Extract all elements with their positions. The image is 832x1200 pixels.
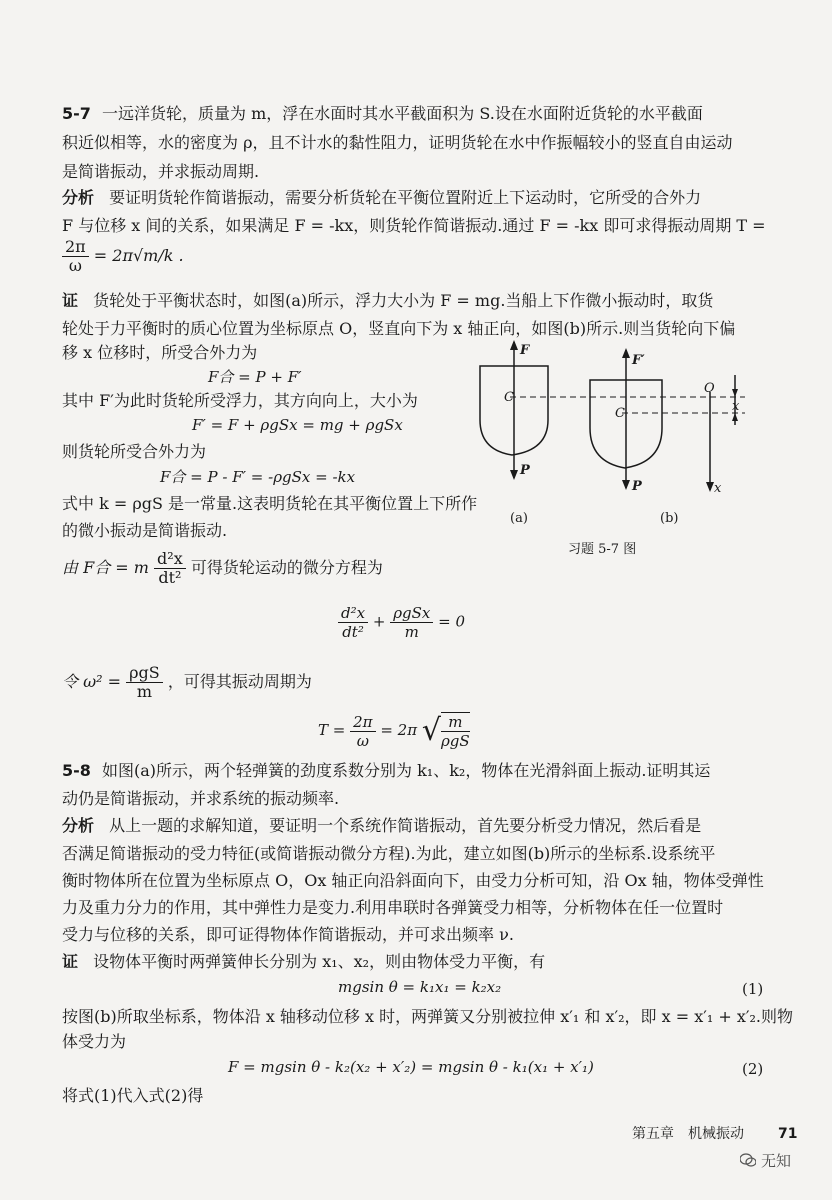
equation-1-number: (1) xyxy=(742,980,764,998)
second-derivative-fraction: $\frac{\text{d²x}}{\text{dt²}}$ xyxy=(154,550,186,587)
analysis-text: 从上一题的求解知道，要证明一个系统作简谐振动，首先要分析受力情况，然后看是 xyxy=(109,816,702,835)
problem-text: 如图(a)所示，两个轻弹簧的劲度系数分别为 k₁、k₂，物体在光滑斜面上振动.证明其运 xyxy=(102,761,711,780)
label-P-a: P xyxy=(520,463,530,478)
problem-5-8-line-1 xyxy=(62,760,710,782)
period-formula: = 2π√m/k . xyxy=(93,246,184,265)
analysis-label: 分析 xyxy=(62,188,95,207)
analysis-text: 要证明货轮作简谐振动，需要分析货轮在平衡位置附近上下运动时，它所受的合外力 xyxy=(109,188,702,207)
proof-5-7-line-7: 的微小振动是简谐振动. xyxy=(62,521,228,540)
equation-2-number: (2) xyxy=(742,1060,764,1078)
analysis-5-7-line-1 xyxy=(62,187,701,209)
label-x-axis: x xyxy=(714,481,722,496)
analysis-5-8-line-5: 受力与位移的关系，即可证得物体作简谐振动，并可求出频率 ν. xyxy=(62,925,514,944)
equation-buoyancy: F′ = F + ρgSx = mg + ρgSx xyxy=(192,416,403,434)
proof-5-7-line-3: 移 x 位移时，所受合外力为 xyxy=(62,343,258,362)
problem-5-7-line-1 xyxy=(62,103,703,125)
period-fraction: $\frac{2\pi}{\omega}$ xyxy=(62,238,89,275)
figure-caption: 习题 5-7 图 xyxy=(568,542,637,557)
analysis-5-7-line-2: F 与位移 x 间的关系，如果满足 F = -kx，则货轮作简谐振动.通过 F = -kx 即可求得振动周期 T = xyxy=(62,216,766,235)
equation-net-force: F合 = P + F′ xyxy=(208,368,302,386)
label-C-b: C xyxy=(615,406,625,421)
proof-text: 设物体平衡时两弹簧伸长分别为 x₁、x₂，则由物体受力平衡，有 xyxy=(93,952,546,971)
watermark-text: 无知 xyxy=(761,1152,792,1170)
label-x-displacement: x xyxy=(732,399,740,414)
proof-5-8-line-3: 体受力为 xyxy=(62,1032,127,1051)
label-F-prime: F′ xyxy=(632,353,645,368)
label-F: F xyxy=(520,343,530,358)
analysis-5-7-period xyxy=(62,238,184,275)
label-O: O xyxy=(704,381,715,396)
analysis-5-8-line-1 xyxy=(62,815,701,837)
proof-text: 货轮处于平衡状态时，如图(a)所示，浮力大小为 F = mg.当船上下作微小振动时，取货 xyxy=(93,291,714,310)
proof-5-8-line-1 xyxy=(62,951,545,973)
proof-5-7-line-5: 则货轮所受合外力为 xyxy=(62,442,207,461)
figure-5-7 xyxy=(470,330,760,555)
wechat-icon xyxy=(740,1152,756,1166)
label-C-a: C xyxy=(504,390,514,405)
proof-5-7-line-4: 其中 F′为此时货轮所受浮力，其方向向上，大小为 xyxy=(62,391,418,410)
equation-period: T = $\frac{2\pi}{\omega}$ = 2π √ $\frac{m}{\text{ρgS}}$ xyxy=(318,712,470,750)
proof-5-7-line-2: 轮处于力平衡时的质心位置为坐标原点 O，竖直向下为 x 轴正向，如图(b)所示.则当货轮向下偏 xyxy=(62,319,736,338)
equation-2: F = mgsin θ - k₂(x₂ + x′₂) = mgsin θ - k₁(x₁ + x′₁) xyxy=(228,1058,594,1076)
analysis-5-8-line-2: 否满足简谐振动的受力特征(或简谐振动微分方程).为此，建立如图(b)所示的坐标系.设系统平 xyxy=(62,844,716,863)
equation-differential: $\frac{\text{d²x}}{\text{dt²}}$ + $\frac{\text{ρgSx}}{m}$ = 0 xyxy=(338,604,465,641)
proof-label: 证 xyxy=(62,952,79,971)
proof-5-7-line-6: 式中 k = ρgS 是一常量.这表明货轮在其平衡位置上下所作 xyxy=(62,494,478,513)
equation-1: mgsin θ = k₁x₁ = k₂x₂ xyxy=(338,978,502,996)
analysis-5-8-line-3: 衡时物体所在位置为坐标原点 O，Ox 轴正向沿斜面向下，由受力分析可知，沿 Ox 轴，物体受弹性 xyxy=(62,871,764,890)
proof-5-8-line-4: 将式(1)代入式(2)得 xyxy=(62,1086,204,1105)
label-P-b: P xyxy=(632,479,642,494)
proof-5-7-line-1 xyxy=(62,290,713,312)
label-a: (a) xyxy=(510,511,528,526)
proof-5-7-line-9: 令 ω² = $\frac{\text{ρgS}}{m}$ ，可得其振动周期为 xyxy=(62,663,312,701)
chapter-title: 第五章 机械振动 xyxy=(632,1126,744,1142)
problem-5-7-line-2: 积近似相等，水的密度为 ρ，且不计水的黏性阻力，证明货轮在水中作振幅较小的竖直自由运动 xyxy=(62,133,733,152)
analysis-5-8-line-4: 力及重力分力的作用，其中弹性力是变力.利用串联时各弹簧受力相等，分析物体在任一位置时 xyxy=(62,898,724,917)
page-number: 71 xyxy=(778,1126,798,1142)
problem-5-7-line-3: 是简谐振动，并求振动周期. xyxy=(62,162,260,181)
problem-5-8-line-2: 动仍是简谐振动，并求系统的振动频率. xyxy=(62,789,340,808)
omega-squared-fraction: $\frac{\text{ρgS}}{m}$ xyxy=(126,664,163,701)
problem-number: 5-8 xyxy=(62,761,91,780)
proof-label: 证 xyxy=(62,291,79,310)
analysis-label: 分析 xyxy=(62,816,95,835)
proof-5-7-line-8: 由 F合 = m $\frac{\text{d²x}}{\text{dt²}}$ 可得货轮运动的微分方程为 xyxy=(62,549,383,587)
label-b: (b) xyxy=(660,511,679,526)
equation-restoring-force: F合 = P - F′ = -ρgSx = -kx xyxy=(160,468,356,486)
proof-5-8-line-2: 按图(b)所取坐标系，物体沿 x 轴移动位移 x 时，两弹簧又分别被拉伸 x′₁ 和 x′₂，即 x = x′₁ + x′₂.则物 xyxy=(62,1007,794,1026)
problem-number: 5-7 xyxy=(62,104,91,123)
problem-text: 一远洋货轮，质量为 m，浮在水面时其水平截面积为 S.设在水面附近货轮的水平截面 xyxy=(102,104,703,123)
